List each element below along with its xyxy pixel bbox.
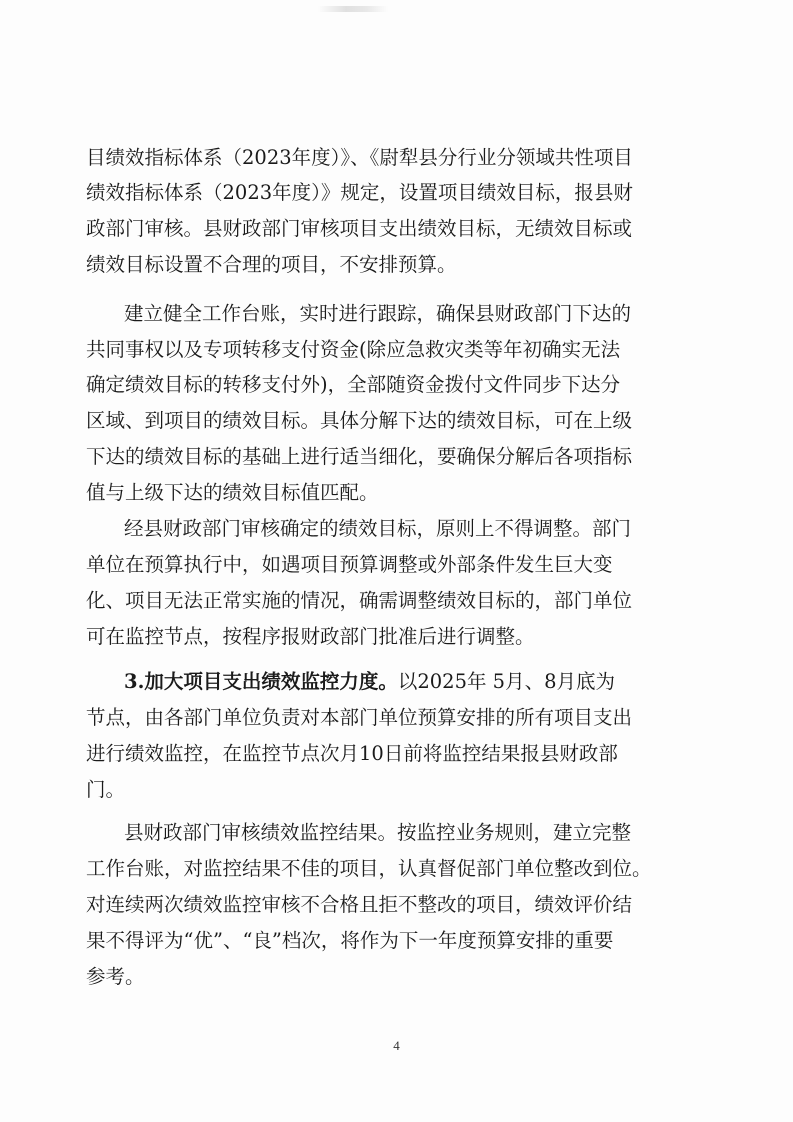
paragraph-3-line-1: 经县财政部门审核确定的绩效目标，原则上不得调整。部门: [124, 517, 632, 540]
paragraph-5-line-2: 工作台账，对监控结果不佳的项目，认真督促部门单位整改到位。: [86, 857, 652, 880]
section-3-heading-continuation: 以2025年 5月、8月底为: [397, 670, 615, 693]
section-3-heading: 3.加大项目支出绩效监控力度。: [124, 670, 398, 693]
paragraph-1-line-1: 目绩效指标体系（2023年度）》、《尉犁县分行业分领域共性项目: [86, 146, 633, 169]
paragraph-2-line-4: 区域、到项目的绩效目标。具体分解下达的绩效目标，可在上级: [86, 409, 633, 432]
paragraph-2-line-6: 值与上级下达的绩效目标值匹配。: [86, 481, 379, 504]
paragraph-3-line-2: 单位在预算执行中，如遇项目预算调整或外部条件发生巨大变: [86, 553, 613, 576]
section-3-paragraph-line-1: [124, 667, 615, 697]
paragraph-5-line-5: 参考。: [86, 965, 145, 988]
section-3-paragraph-line-4: 门。: [86, 778, 126, 801]
page-number: 4: [393, 1038, 400, 1053]
paragraph-2-line-1: 建立健全工作台账，实时进行跟踪，确保县财政部门下达的: [124, 302, 632, 325]
paragraph-5-line-1: 县财政部门审核绩效监控结果。按监控业务规则，建立完整: [124, 821, 632, 844]
paragraph-5-line-4: 果不得评为“优”、“良”档次，将作为下一年度预算安排的重要: [86, 929, 614, 952]
paragraph-1-line-4: 绩效目标设置不合理的项目，不安排预算。: [86, 253, 457, 276]
section-3-paragraph-line-3: 进行绩效监控，在监控节点次月10日前将监控结果报县财政部: [86, 742, 618, 765]
section-3-paragraph-line-2: 节点，由各部门单位负责对本部门单位预算安排的所有项目支出: [86, 706, 633, 729]
paragraph-2-line-2: 共同事权以及专项转移支付资金(除应急救灾类等年初确实无法: [86, 338, 621, 361]
paragraph-2-line-3: 确定绩效目标的转移支付外)，全部随资金拨付文件同步下达分: [86, 373, 621, 396]
paragraph-3-line-4: 可在监控节点，按程序报财政部门批准后进行调整。: [86, 625, 535, 648]
paragraph-1-line-2: 绩效指标体系（2023年度）》规定，设置项目绩效目标，报县财: [86, 181, 633, 204]
paragraph-3-line-3: 化、项目无法正常实施的情况，确需调整绩效目标的，部门单位: [86, 589, 633, 612]
paragraph-1-line-3: 政部门审核。县财政部门审核项目支出绩效目标，无绩效目标或: [86, 217, 633, 240]
paragraph-5-line-3: 对连续两次绩效监控审核不合格且拒不整改的项目，绩效评价结: [86, 893, 633, 916]
scan-artifact: [318, 6, 388, 12]
paragraph-2-line-5: 下达的绩效目标的基础上进行适当细化，要确保分解后各项指标: [86, 445, 633, 468]
